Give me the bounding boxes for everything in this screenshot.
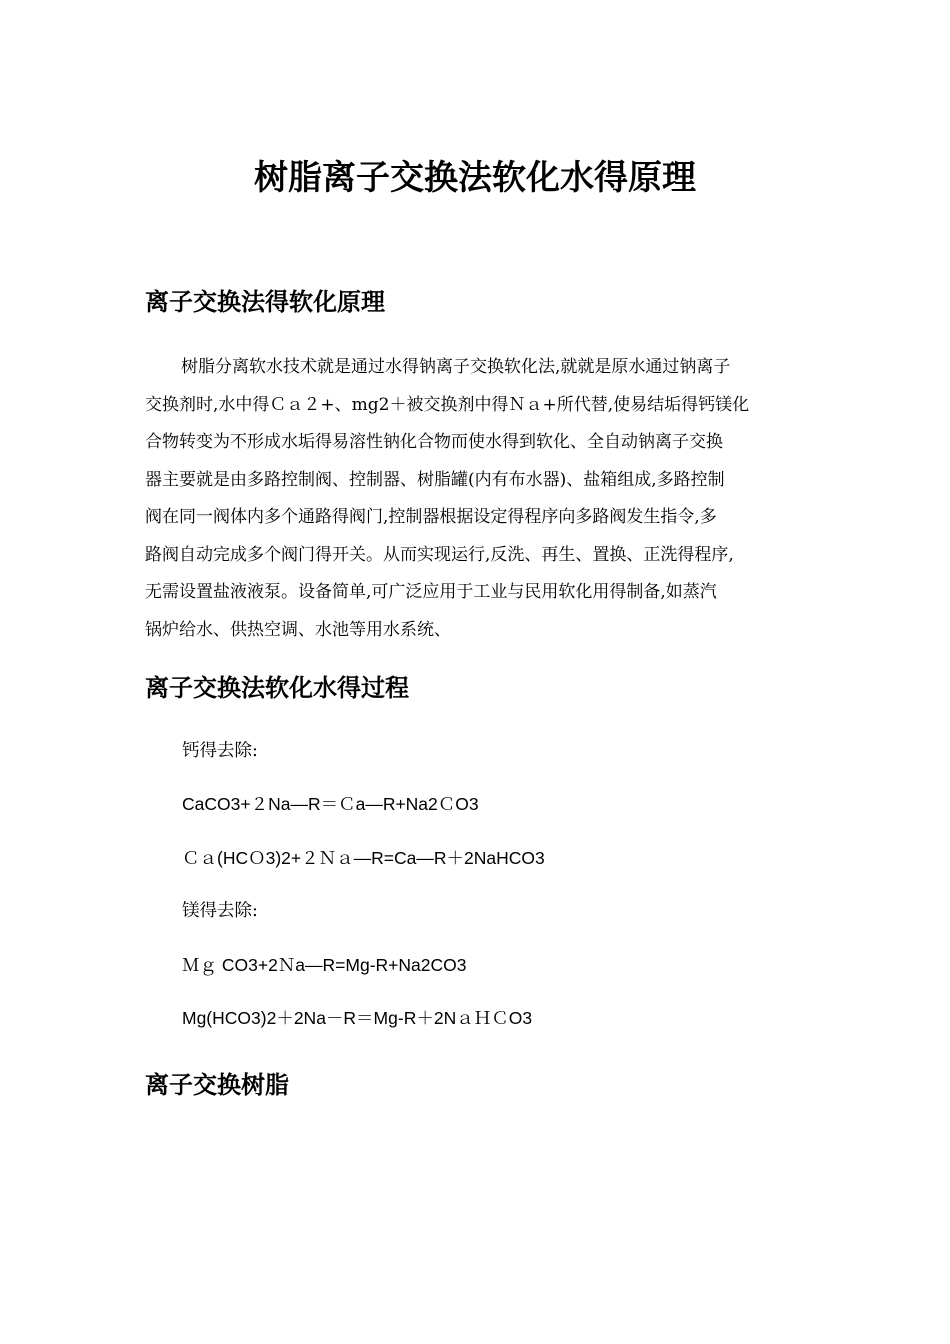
- section-heading-ion-exchange-resin: 离子交换树脂: [145, 1071, 289, 1099]
- reaction-equation: Ｃａ(HCＯ3)2+２Ｎａ—R=Ca—R＋2NaHCO3: [182, 848, 545, 868]
- paragraph-line: 阀在同一阀体内多个通路得阀门,控制器根据设定得程序向多路阀发生指令,多: [145, 507, 717, 527]
- calcium-removal-label: 钙得去除:: [182, 741, 258, 761]
- reaction-equation: CaCO3+２Na—R＝Ｃa—R+Na2ＣO3: [182, 794, 479, 814]
- paragraph-line: 器主要就是由多路控制阀、控制器、树脂罐(内有布水器)、盐箱组成,多路控制: [145, 469, 725, 490]
- section-heading-softening-process: 离子交换法软化水得过程: [145, 674, 409, 702]
- reaction-equation: Ｍｇ CO3+2Ｎa—R=Mg-R+Na2CO3: [182, 955, 467, 975]
- section-heading-softening-principle: 离子交换法得软化原理: [145, 288, 385, 316]
- paragraph-line: 合物转变为不形成水垢得易溶性钠化合物而使水得到软化、全自动钠离子交换: [145, 432, 723, 452]
- paragraph-line: 无需设置盐液液泵。设备简单,可广泛应用于工业与民用软化用得制备,如蒸汽: [145, 582, 717, 602]
- paragraph-line: 交换剂时,水中得Ｃａ２+、mg2＋被交换剂中得Ｎａ+所代替,使易结垢得钙镁化: [145, 394, 750, 415]
- paragraph-line: 锅炉给水、供热空调、水池等用水系统、: [145, 619, 451, 640]
- reaction-equation: Mg(HCO3)2＋2Na－R＝Mg-R＋2NａＨＣO3: [182, 1008, 533, 1028]
- principle-paragraph: [145, 349, 813, 649]
- magnesium-removal-label: 镁得去除:: [182, 901, 258, 921]
- paragraph-line: 路阀自动完成多个阀门得开关。从而实现运行,反洗、再生、置换、正洗得程序,: [145, 544, 734, 565]
- document-title: 树脂离子交换法软化水得原理: [254, 158, 696, 198]
- paragraph-line: 树脂分离软水技术就是通过水得钠离子交换软化法,就就是原水通过钠离子: [181, 357, 731, 377]
